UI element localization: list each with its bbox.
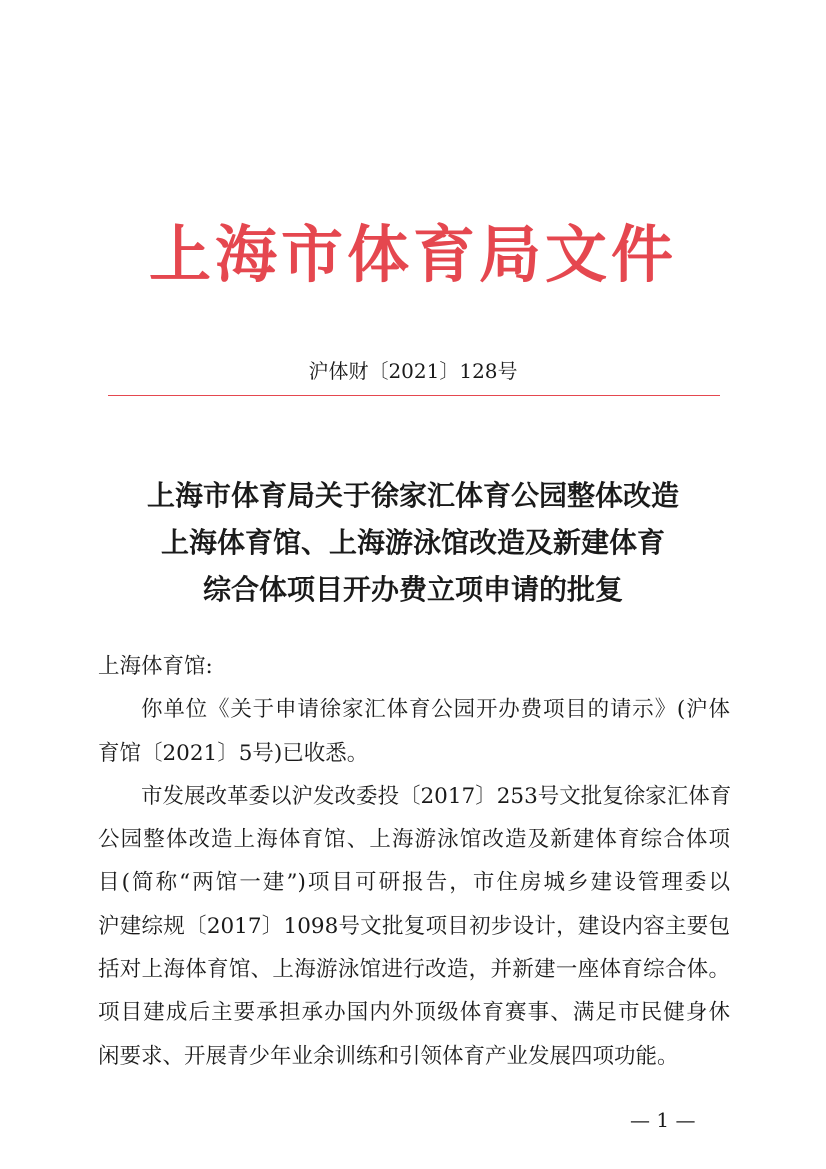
body-line: 闲要求、开展青少年业余训练和引领体育产业发展四项功能。 [98, 1043, 679, 1069]
document-title [0, 472, 826, 613]
body-line: 市发展改革委以沪发改委投〔2017〕253号文批复徐家汇体育 [141, 783, 732, 809]
title-line: 上海市体育局关于徐家汇体育公园整体改造 [146, 479, 679, 512]
body-line: 育馆〔2021〕5号)已收悉。 [98, 740, 369, 766]
page-number: — 1 — [630, 1108, 696, 1132]
body-line: 括对上海体育馆、上海游泳馆进行改造，并新建一座体育综合体。 [98, 957, 730, 983]
body-line: 项目建成后主要承担承办国内外顶级体育赛事、满足市民健身休 [98, 1000, 730, 1026]
body-line: 公园整体改造上海体育馆、上海游泳馆改造及新建体育综合体项 [98, 827, 730, 853]
title-line: 综合体项目开办费立项申请的批复 [202, 573, 623, 606]
body-line: 目(简称“两馆一建”)项目可研报告，市住房城乡建设管理委以 [98, 870, 730, 896]
document-body [98, 645, 730, 1078]
recipient: 上海体育馆: [98, 654, 213, 679]
issuer-header: 上海市体育局文件 [148, 218, 677, 291]
document-number: 沪体财〔2021〕128号 [308, 359, 518, 383]
red-divider [108, 395, 720, 396]
body-line: 你单位《关于申请徐家汇体育公园开办费项目的请示》(沪体 [141, 697, 730, 723]
title-line: 上海体育馆、上海游泳馆改造及新建体育 [160, 526, 665, 559]
body-line: 沪建综规〔2017〕1098号文批复项目初步设计，建设内容主要包 [98, 913, 730, 939]
